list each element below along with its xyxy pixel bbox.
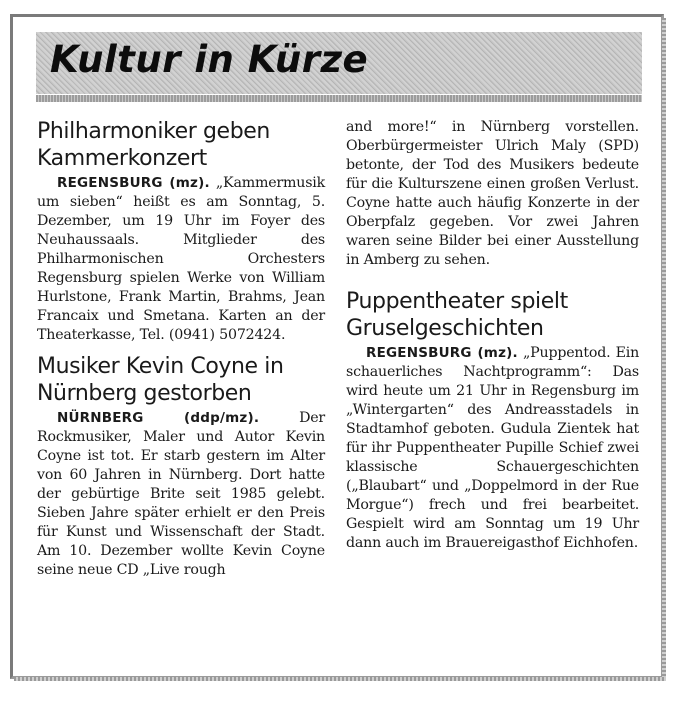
article-body: [37, 409, 325, 580]
article-text: Der Rockmusiker, Maler und Autor Kevin Coyne ist tot. Er starb gestern im Alter von 60 Jahren in Nürnberg. Dort hatte der gebürtige Brite seit 1985 gelebt. Sieben Jahre später erhielt er den Preis für Kunst und Wissenschaft der Stadt. Am 10. Dezember wollte Kevin Coyne seine neue CD „Live rough: [37, 410, 326, 578]
article-dateline: REGENSBURG (mz).: [366, 345, 518, 361]
article-headline: Musiker Kevin Coyne in Nürnberg gestorben: [37, 354, 284, 406]
article-dateline: NÜRNBERG (ddp/mz).: [57, 410, 260, 426]
article-continuation: and more!“ in Nürnberg vorstellen. Oberbürgermeister Ulrich Maly (SPD) betonte, der Tod des Musikers bedeute für die Kulturszene einen großen Verlust. Coyne hatte auch häufig Konzerte in der Oberpfalz gegeben. Vor zwei Jahren waren seine Bilder bei einer Ausstellung in Amberg zu sehen.: [346, 119, 639, 268]
article-body: [37, 174, 325, 345]
article-puppentheater: [346, 288, 639, 553]
article-dateline: REGENSBURG (mz).: [57, 175, 210, 191]
frame-shadow-right: [662, 18, 666, 680]
header-rule: [36, 95, 642, 102]
column-left: [37, 118, 325, 580]
frame-shadow-bottom: [14, 677, 666, 681]
article-headline: Philharmoniker geben Kammerkonzert: [37, 119, 270, 171]
article-headline: Puppentheater spielt Gruselgeschichten: [346, 289, 568, 341]
article-coyne: [37, 353, 325, 580]
article-text: „Puppentod. Ein schauerliches Nachtprogramm“: Das wird heute um 21 Uhr in Regensburg im „Wintergarten“ des Andreasstadels in Stadtamhof geboten. Gudula Zientek hat für ihr Puppentheater Pupille Schief zwei klassische Schauergeschichten („Blaubart“ und „Doppelmord in der Rue Morgue“) frech und frei bearbeitet. Gespielt wird am Sonntag um 19 Uhr dann auch im Brauereigasthof Eichhofen.: [346, 345, 640, 551]
article-body: [346, 344, 639, 553]
column-right: [346, 118, 639, 553]
section-header: [36, 32, 642, 94]
article-philharmoniker: [37, 118, 325, 345]
article-text: „Kammermusik um sieben“ heißt es am Sonntag, 5. Dezember, um 19 Uhr im Foyer des Neuhaussaals. Mitglieder des Philharmonischen Orchesters Regensburg spielen Werke von William Hurlstone, Frank Martin, Brahms, Jean Francaix und Smetana. Karten an der Theaterkasse, Tel. (0941) 5072424.: [37, 175, 326, 343]
section-title: Kultur in Kürze: [50, 38, 369, 81]
